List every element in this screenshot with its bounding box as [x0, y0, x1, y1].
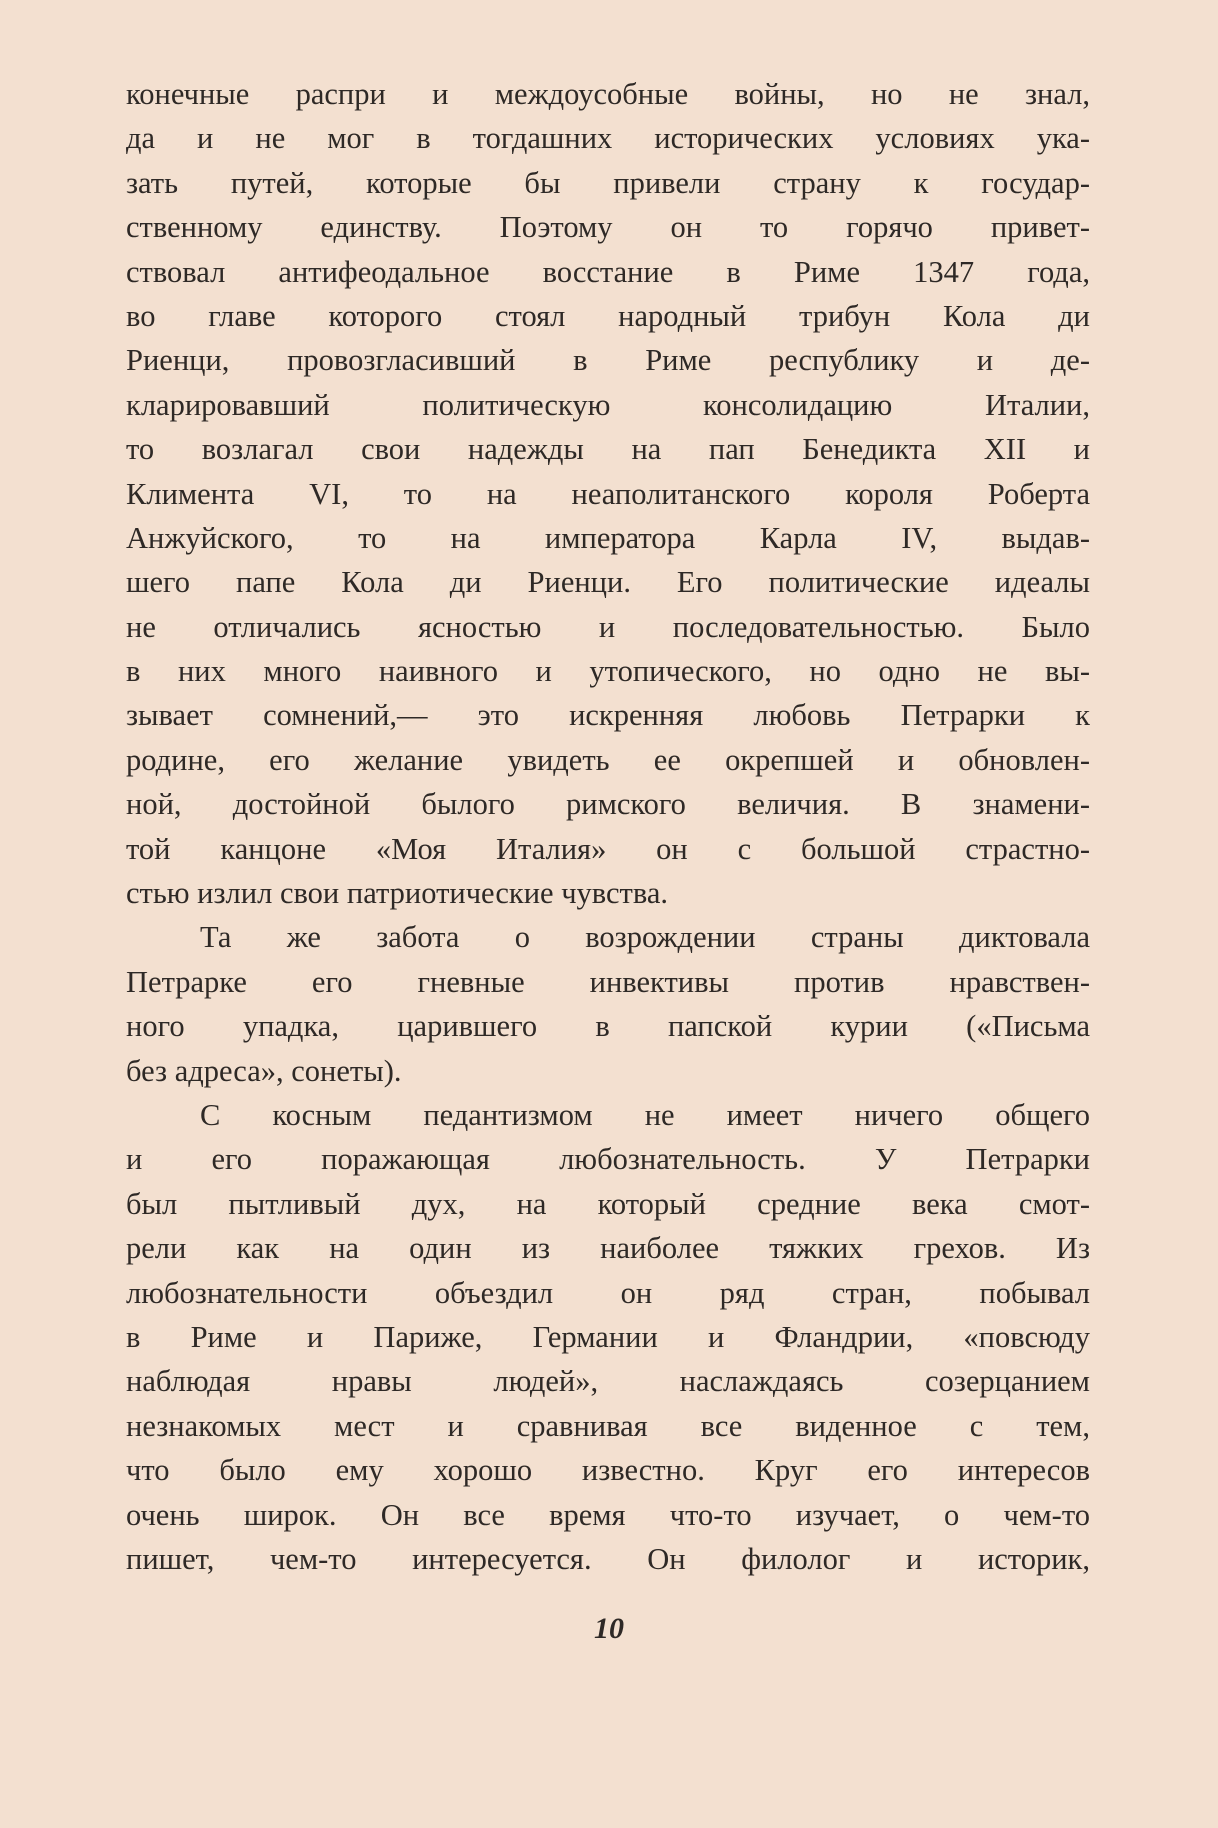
text-line: наблюдая нравы людей», наслаждаясь созерцанием — [126, 1364, 1090, 1399]
text-line: без адреса», сонеты). — [126, 1053, 402, 1088]
text-line: ного упадка, царившего в папской курии («Письма — [126, 1009, 1090, 1044]
paragraph-1 — [126, 72, 1090, 915]
text-line: Климента VI, то на неаполитанского короля Роберта — [126, 476, 1090, 511]
text-line: Анжуйского, то на императора Карла IV, выдав- — [126, 520, 1090, 555]
text-line: Та же забота о возрождении страны диктовала — [200, 920, 1090, 955]
text-line: незнакомых мест и сравнивая все виденное с тем, — [126, 1408, 1090, 1443]
body-text — [126, 72, 1090, 1581]
text-line: Риенци, провозгласивший в Риме республику и де- — [126, 343, 1090, 378]
text-line: шего папе Кола ди Риенци. Его политические идеалы — [126, 565, 1090, 600]
text-line: стью излил свои патриотические чувства. — [126, 876, 669, 911]
text-line: ной, достойной былого римского величия. В знамени- — [126, 787, 1090, 822]
text-line: во главе которого стоял народный трибун Кола ди — [126, 298, 1090, 333]
text-line: рели как на один из наиболее тяжких грехов. Из — [126, 1231, 1090, 1266]
text-line: очень широк. Он все время что-то изучает, о чем-то — [126, 1497, 1090, 1532]
text-line: в них много наивного и утопического, но одно не вы- — [126, 654, 1090, 689]
text-line: кларировавший политическую консолидацию Италии, — [126, 387, 1090, 422]
text-line: да и не мог в тогдашних исторических условиях ука- — [126, 121, 1090, 156]
text-line: той канцоне «Моя Италия» он с большой страстно- — [126, 831, 1090, 866]
text-line: не отличались ясностью и последовательностью. Было — [126, 609, 1090, 644]
text-line: зать путей, которые бы привели страну к государ- — [126, 165, 1090, 200]
text-line: то возлагал свои надежды на пап Бенедикта XII и — [126, 432, 1090, 467]
text-line: С косным педантизмом не имеет ничего общего — [200, 1097, 1090, 1132]
page-number: 10 — [594, 1612, 624, 1645]
text-line: конечные распри и междоусобные войны, но не знал, — [126, 77, 1090, 111]
text-line: зывает сомнений,— это искренняя любовь Петрарки к — [126, 698, 1090, 733]
text-line: любознательности объездил он ряд стран, побывал — [126, 1275, 1090, 1310]
text-line: Петрарке его гневные инвективы против нравствен- — [126, 964, 1090, 999]
paragraph-2 — [126, 915, 1090, 1093]
paragraph-3 — [126, 1093, 1090, 1581]
text-line: ствовал антифеодальное восстание в Риме 1347 года, — [126, 254, 1090, 289]
text-line: родине, его желание увидеть ее окрепшей и обновлен- — [126, 742, 1090, 777]
text-line: ственному единству. Поэтому он то горячо привет- — [126, 210, 1090, 245]
text-line: и его поражающая любознательность. У Петрарки — [126, 1142, 1090, 1177]
text-line: пишет, чем-то интересуется. Он филолог и историк, — [126, 1541, 1090, 1576]
text-line: был пытливый дух, на который средние века смот- — [126, 1186, 1090, 1221]
text-line: что было ему хорошо известно. Круг его интересов — [126, 1453, 1090, 1488]
text-line: в Риме и Париже, Германии и Фландрии, «повсюду — [126, 1319, 1090, 1354]
